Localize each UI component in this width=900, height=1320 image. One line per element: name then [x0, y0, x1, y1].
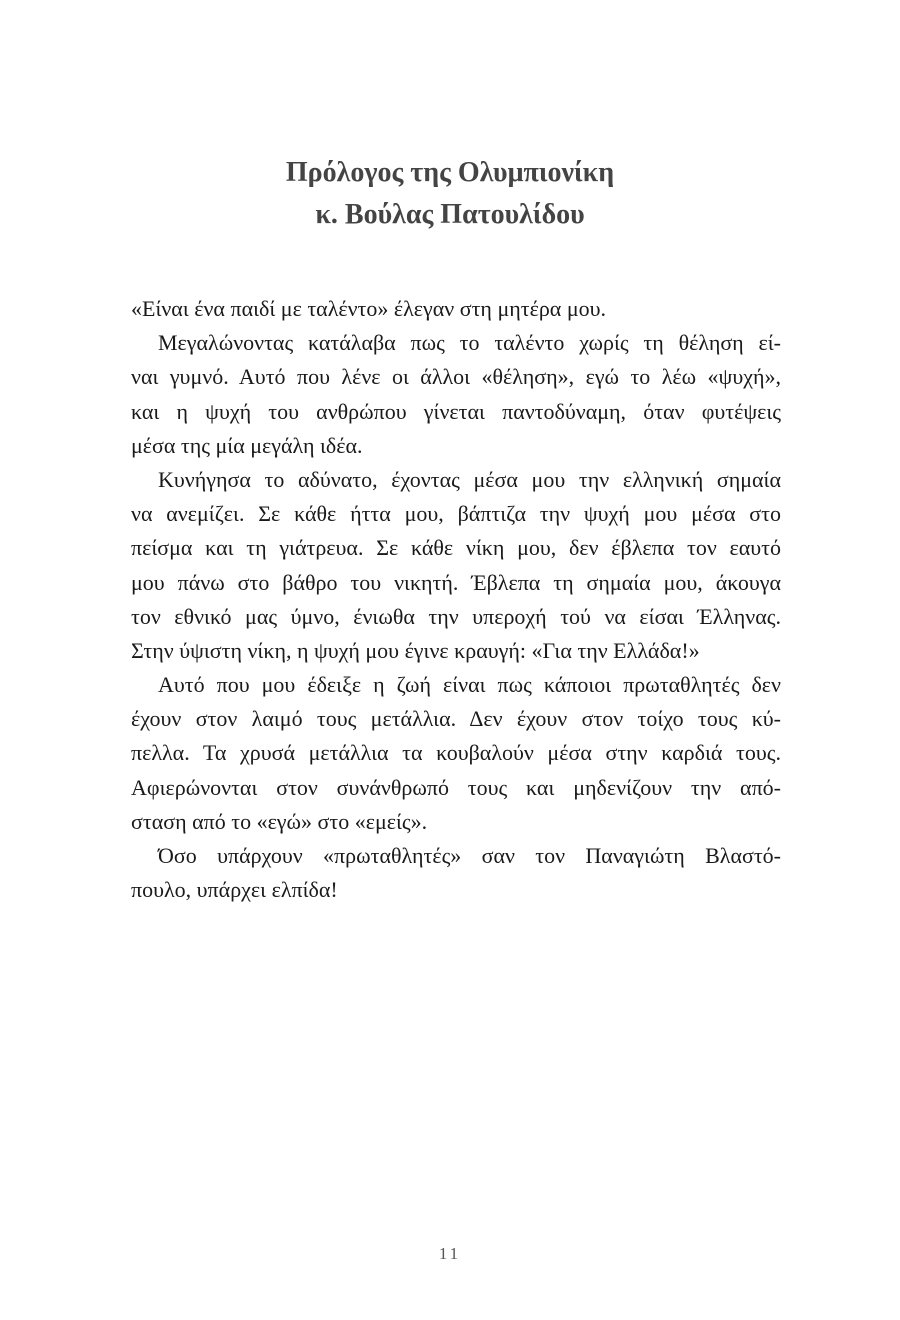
paragraph-3-line-4: μου πάνω στο βάθρο του νικητή. Έβλεπα τη σημαία μου, άκουγα	[131, 569, 781, 595]
paragraph-2-line-3: και η ψυχή του ανθρώπου γίνεται παντοδύναμη, όταν φυτέψεις	[131, 398, 781, 424]
paragraph-4-line-3: πελλα. Τα χρυσά μετάλλια τα κουβαλούν μέσα στην καρδιά τους.	[131, 740, 781, 766]
page-number: 11	[438, 1244, 462, 1263]
paragraph-3-line-6: Στην ύψιστη νίκη, η ψυχή μου έγινε κραυγή: «Για την Ελλάδα!»	[131, 637, 700, 663]
paragraph-4-line-1: Αυτό που μου έδειξε η ζωή είναι πως κάποιοι πρωταθλητές δεν	[158, 672, 781, 698]
paragraph-5-line-1: Όσο υπάρχουν «πρωταθλητές» σαν τον Παναγιώτη Βλαστό-	[158, 843, 781, 868]
chapter-title-line-2: κ. Βούλας Πατουλίδου	[315, 199, 585, 230]
chapter-title	[0, 152, 900, 236]
chapter-title-line-1: Πρόλογος της Ολυμπιονίκη	[285, 157, 615, 188]
paragraph-3-line-3: πείσμα και τη γιάτρευα. Σε κάθε νίκη μου, δεν έβλεπα τον εαυτό	[131, 535, 781, 561]
paragraph-2-line-1: Μεγαλώνοντας κατάλαβα πως το ταλέντο χωρίς τη θέληση εί-	[158, 330, 781, 356]
paragraph-4-line-4: Αφιερώνονται στον συνάνθρωπό τους και μηδενίζουν την από-	[131, 774, 781, 800]
paragraph-3-line-5: τον εθνικό μας ύμνο, ένιωθα την υπεροχή τού να είσαι Έλληνας.	[131, 603, 781, 629]
paragraph-2-line-2: ναι γυμνό. Αυτό που λένε οι άλλοι «θέληση», εγώ το λέω «ψυχή»,	[131, 364, 781, 390]
paragraph-2-line-4: μέσα της μία μεγάλη ιδέα.	[131, 432, 363, 458]
body-text	[131, 292, 781, 907]
paragraph-3-line-2: να ανεμίζει. Σε κάθε ήττα μου, βάπτιζα την ψυχή μου μέσα στο	[131, 501, 781, 527]
paragraph-3-line-1: Κυνήγησα το αδύνατο, έχοντας μέσα μου την ελληνική σημαία	[158, 466, 781, 492]
paragraph-1-line-1: «Είναι ένα παιδί με ταλέντο» έλεγαν στη μητέρα μου.	[131, 296, 607, 321]
paragraph-4-line-5: σταση από το «εγώ» στο «εμείς».	[131, 808, 428, 834]
paragraph-4-line-2: έχουν στον λαιμό τους μετάλλια. Δεν έχουν στον τοίχο τους κύ-	[131, 706, 781, 732]
paragraph-5-line-2: πουλο, υπάρχει ελπίδα!	[131, 877, 338, 903]
